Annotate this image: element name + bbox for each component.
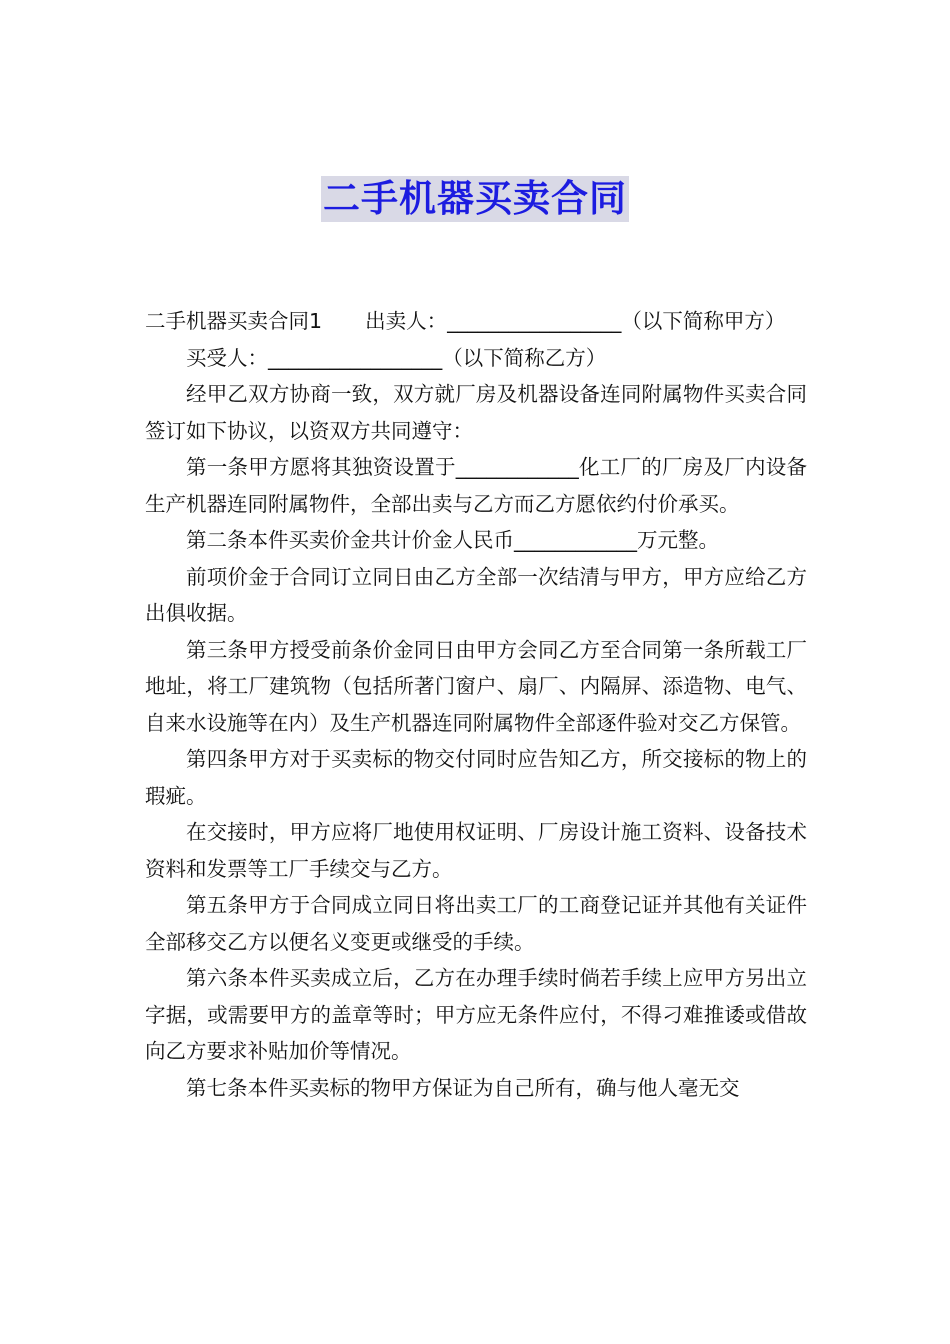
paragraph-article-6: 第六条本件买卖成立后，乙方在办理手续时倘若手续上应甲方另出立字据，或需要甲方的盖章等时；甲方应无条件应付，不得刁难推诿或借故向乙方要求补贴加价等情况。: [145, 966, 807, 1063]
paragraph-preamble: 经甲乙双方协商一致，双方就厂房及机器设备连同附属物件买卖合同签订如下协议，以资双方共同遵守：: [145, 382, 807, 443]
document-title: 二手机器买卖合同: [323, 177, 627, 220]
paragraph-article-3: 第三条甲方授受前条价金同日由甲方会同乙方至合同第一条所载工厂地址，将工厂建筑物（包括所著门窗户、扇厂、内隔屏、添造物、电气、自来水设施等在内）及生产机器连同附属物件全部逐件验对交乙方保管。: [145, 637, 807, 735]
paragraph-article-1: 第一条甲方愿将其独资设置于____________化工厂的厂房及厂内设备生产机器连同附属物件，全部出卖与乙方而乙方愿依约付价承买。: [145, 455, 807, 516]
paragraph-seller: [145, 303, 807, 340]
paragraph-article-5: 第五条甲方于合同成立同日将出卖工厂的工商登记证并其他有关证件全部移交乙方以便名义变更或继受的手续。: [145, 893, 807, 954]
paragraph-buyer: 买受人：_________________（以下简称乙方）: [186, 345, 607, 370]
paragraph-handover: 在交接时，甲方应将厂地使用权证明、厂房设计施工资料、设备技术资料和发票等工厂手续交与乙方。: [145, 820, 807, 881]
title-container: [0, 176, 950, 222]
paragraph-article-4: 第四条甲方对于买卖标的物交付同时应告知乙方，所交接标的物上的瑕疵。: [145, 747, 807, 808]
paragraph-payment: 前项价金于合同订立同日由乙方全部一次结清与甲方，甲方应给乙方出俱收据。: [145, 564, 807, 625]
document-body: [145, 303, 807, 1106]
contract-heading-label: 二手机器买卖合同1: [145, 309, 323, 333]
paragraph-article-2: 第二条本件买卖价金共计价金人民币____________万元整。: [186, 528, 719, 552]
paragraph-article-7: 第七条本件买卖标的物甲方保证为自己所有，确与他人毫无交: [186, 1075, 740, 1100]
seller-line: 出卖人：_________________（以下简称甲方）: [365, 309, 786, 333]
